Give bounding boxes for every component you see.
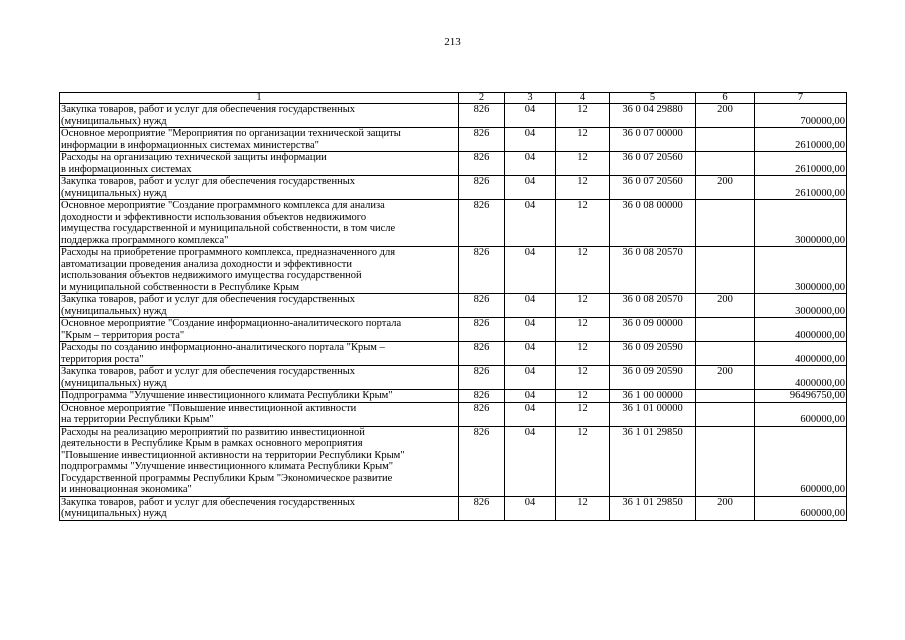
expense-type-cell: 200: [696, 366, 755, 390]
subsection-code-cell: 12: [556, 247, 610, 294]
expense-type-cell: 200: [696, 176, 755, 200]
ministry-code-cell: 826: [459, 390, 505, 403]
table-row: [60, 128, 847, 152]
amount-cell: 96496750,00: [755, 390, 847, 403]
target-article-cell: 36 0 09 20590: [610, 342, 696, 366]
section-code-cell: 04: [505, 318, 556, 342]
target-article-cell: 36 0 08 20570: [610, 294, 696, 318]
item-name-cell: Расходы на приобретение программного комплекса, предназначенного для автоматизации проведения анализа доходности и эффективности использования объектов недвижимого имущества государственной и муниципальной собственности в Республике Крым: [60, 247, 459, 294]
section-code-cell: 04: [505, 366, 556, 390]
column-header: 7: [755, 93, 847, 104]
section-code-cell: 04: [505, 402, 556, 426]
ministry-code-cell: 826: [459, 342, 505, 366]
table-row: [60, 200, 847, 247]
section-code-cell: 04: [505, 128, 556, 152]
subsection-code-cell: 12: [556, 496, 610, 520]
subsection-code-cell: 12: [556, 152, 610, 176]
section-code-cell: 04: [505, 496, 556, 520]
item-name-cell: Закупка товаров, работ и услуг для обеспечения государственных (муниципальных) нужд: [60, 176, 459, 200]
expense-type-cell: [696, 152, 755, 176]
target-article-cell: 36 0 04 29880: [610, 104, 696, 128]
expense-type-cell: [696, 342, 755, 366]
ministry-code-cell: 826: [459, 104, 505, 128]
amount-cell: 2610000,00: [755, 128, 847, 152]
ministry-code-cell: 826: [459, 152, 505, 176]
column-header: 2: [459, 93, 505, 104]
ministry-code-cell: 826: [459, 496, 505, 520]
ministry-code-cell: 826: [459, 128, 505, 152]
amount-cell: 3000000,00: [755, 247, 847, 294]
column-header: 6: [696, 93, 755, 104]
target-article-cell: 36 1 01 00000: [610, 402, 696, 426]
item-name-cell: Расходы на реализацию мероприятий по развитию инвестиционной деятельности в Республике Крым в рамках основного мероприятия "Повышение инвестиционной активности на территории Республики Крым" подпрограммы "Улучшение инвестиционного климата Республики Крым" Государственной программы Республики Крым "Экономическое развитие и инновационная экономика": [60, 426, 459, 496]
table-row: [60, 496, 847, 520]
subsection-code-cell: 12: [556, 318, 610, 342]
target-article-cell: 36 0 07 20560: [610, 176, 696, 200]
amount-cell: 4000000,00: [755, 318, 847, 342]
subsection-code-cell: 12: [556, 390, 610, 403]
expense-type-cell: 200: [696, 496, 755, 520]
ministry-code-cell: 826: [459, 294, 505, 318]
amount-cell: 2610000,00: [755, 176, 847, 200]
section-code-cell: 04: [505, 247, 556, 294]
item-name-cell: Закупка товаров, работ и услуг для обеспечения государственных (муниципальных) нужд: [60, 104, 459, 128]
table-row: [60, 104, 847, 128]
expense-type-cell: 200: [696, 294, 755, 318]
target-article-cell: 36 0 08 20570: [610, 247, 696, 294]
section-code-cell: 04: [505, 426, 556, 496]
table-row: [60, 402, 847, 426]
expense-type-cell: [696, 318, 755, 342]
target-article-cell: 36 1 00 00000: [610, 390, 696, 403]
expense-type-cell: 200: [696, 104, 755, 128]
item-name-cell: Закупка товаров, работ и услуг для обеспечения государственных (муниципальных) нужд: [60, 366, 459, 390]
table-body: [60, 93, 847, 521]
subsection-code-cell: 12: [556, 366, 610, 390]
item-name-cell: Основное мероприятие "Повышение инвестиционной активности на территории Республики Крым": [60, 402, 459, 426]
subsection-code-cell: 12: [556, 294, 610, 318]
ministry-code-cell: 826: [459, 200, 505, 247]
amount-cell: 3000000,00: [755, 200, 847, 247]
ministry-code-cell: 826: [459, 402, 505, 426]
column-header: 1: [60, 93, 459, 104]
section-code-cell: 04: [505, 104, 556, 128]
target-article-cell: 36 1 01 29850: [610, 496, 696, 520]
table-row: [60, 342, 847, 366]
subsection-code-cell: 12: [556, 200, 610, 247]
ministry-code-cell: 826: [459, 426, 505, 496]
item-name-cell: Основное мероприятие "Мероприятия по организации технической защиты информации в информационных системах министерства": [60, 128, 459, 152]
target-article-cell: 36 0 07 20560: [610, 152, 696, 176]
table-row: [60, 294, 847, 318]
section-code-cell: 04: [505, 200, 556, 247]
item-name-cell: Основное мероприятие "Создание программного комплекса для анализа доходности и эффективности использования объектов недвижимого имущества государственной и муниципальной собственности, в том числе поддержка программного комплекса": [60, 200, 459, 247]
table-row: [60, 152, 847, 176]
table-row: [60, 366, 847, 390]
ministry-code-cell: 826: [459, 247, 505, 294]
column-header: 5: [610, 93, 696, 104]
subsection-code-cell: 12: [556, 342, 610, 366]
column-header: 4: [556, 93, 610, 104]
expense-type-cell: [696, 247, 755, 294]
item-name-cell: Закупка товаров, работ и услуг для обеспечения государственных (муниципальных) нужд: [60, 294, 459, 318]
expense-type-cell: [696, 402, 755, 426]
target-article-cell: 36 0 09 00000: [610, 318, 696, 342]
expense-type-cell: [696, 128, 755, 152]
item-name-cell: Расходы на организацию технической защиты информации в информационных системах: [60, 152, 459, 176]
subsection-code-cell: 12: [556, 426, 610, 496]
expense-type-cell: [696, 200, 755, 247]
amount-cell: 600000,00: [755, 426, 847, 496]
subsection-code-cell: 12: [556, 176, 610, 200]
ministry-code-cell: 826: [459, 176, 505, 200]
amount-cell: 600000,00: [755, 496, 847, 520]
amount-cell: 4000000,00: [755, 342, 847, 366]
target-article-cell: 36 0 07 00000: [610, 128, 696, 152]
table-row: [60, 390, 847, 403]
expense-type-cell: [696, 426, 755, 496]
amount-cell: 700000,00: [755, 104, 847, 128]
section-code-cell: 04: [505, 152, 556, 176]
ministry-code-cell: 826: [459, 318, 505, 342]
section-code-cell: 04: [505, 294, 556, 318]
target-article-cell: 36 0 09 20590: [610, 366, 696, 390]
target-article-cell: 36 0 08 00000: [610, 200, 696, 247]
section-code-cell: 04: [505, 342, 556, 366]
item-name-cell: Подпрограмма "Улучшение инвестиционного климата Республики Крым": [60, 390, 459, 403]
section-code-cell: 04: [505, 390, 556, 403]
header-row: [60, 93, 847, 104]
table-row: [60, 426, 847, 496]
subsection-code-cell: 12: [556, 104, 610, 128]
table-row: [60, 176, 847, 200]
section-code-cell: 04: [505, 176, 556, 200]
table-row: [60, 247, 847, 294]
amount-cell: 600000,00: [755, 402, 847, 426]
subsection-code-cell: 12: [556, 128, 610, 152]
page-number: 213: [444, 36, 461, 48]
table-row: [60, 318, 847, 342]
amount-cell: 4000000,00: [755, 366, 847, 390]
item-name-cell: Закупка товаров, работ и услуг для обеспечения государственных (муниципальных) нужд: [60, 496, 459, 520]
target-article-cell: 36 1 01 29850: [610, 426, 696, 496]
ministry-code-cell: 826: [459, 366, 505, 390]
budget-table: [59, 92, 847, 521]
item-name-cell: Расходы по созданию информационно-аналитического портала "Крым – территория роста": [60, 342, 459, 366]
subsection-code-cell: 12: [556, 402, 610, 426]
amount-cell: 3000000,00: [755, 294, 847, 318]
column-header: 3: [505, 93, 556, 104]
expense-type-cell: [696, 390, 755, 403]
amount-cell: 2610000,00: [755, 152, 847, 176]
item-name-cell: Основное мероприятие "Создание информационно-аналитического портала "Крым – территория роста": [60, 318, 459, 342]
